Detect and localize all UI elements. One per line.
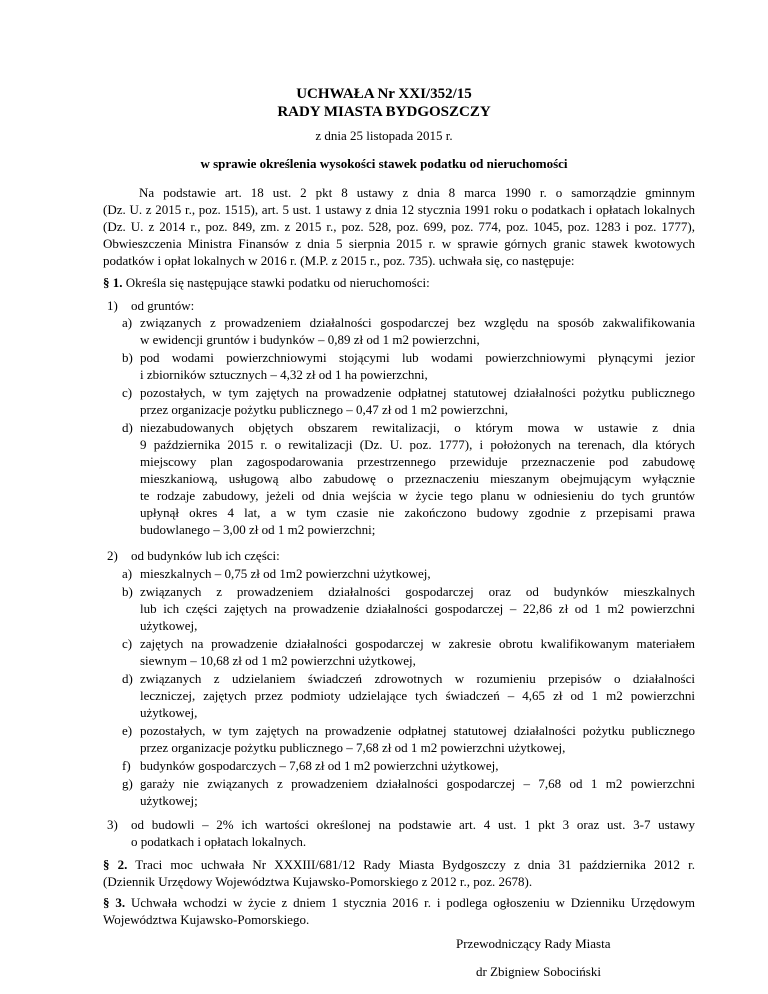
point-2	[107, 547, 699, 564]
point-2-item-c	[122, 635, 695, 669]
point-1	[107, 297, 699, 314]
item-line: użytkowej,	[140, 705, 198, 720]
item-line: mieszkaniową, usługową albo zabudowę o przeznaczeniu mieszanym obejmującym wyłącznie	[140, 471, 695, 486]
item-line: przez organizacje pożytku publicznego – 0,47 zł od 1 m2 powierzchni,	[140, 402, 508, 417]
item-line: siewnym – 10,68 zł od 1 m2 powierzchni użytkowej,	[140, 653, 416, 668]
section-1-mark: § 1.	[103, 275, 123, 290]
item-line: użytkowej;	[140, 793, 198, 808]
item-line: związanych z prowadzeniem działalności gospodarczej oraz od budynków mieszkalnych	[140, 584, 695, 599]
point-2-item-d	[122, 670, 695, 721]
council-name: RADY MIASTA BYDGOSZCZY	[277, 104, 491, 120]
item-letter: f)	[122, 758, 131, 773]
signature-name: dr Zbigniew Sobociński	[476, 964, 601, 979]
item-letter: e)	[122, 723, 133, 738]
item-line: zajętych na prowadzenie działalności gospodarczej w zakresie obrotu kwalifikowanym materiałem	[140, 636, 695, 651]
item-line: w ewidencji gruntów i budynków – 0,89 zł od 1 m2 powierzchni,	[140, 332, 480, 347]
preamble-line: Obwieszczenia Ministra Finansów z dnia 5 sierpnia 2015 r. w sprawie górnych granic stawek kwotowych	[103, 236, 695, 251]
item-letter: g)	[122, 776, 133, 791]
point-1-item-a	[122, 314, 695, 348]
point-2-item-g	[122, 775, 695, 809]
resolution-date: z dnia 25 listopada 2015 r.	[315, 128, 453, 143]
item-line: upłynął okres 4 lat, a w tym czasie nie zakończono budowy zgodnie z przepisami prawa	[140, 505, 695, 520]
item-letter: b)	[122, 350, 133, 365]
signature-role: Przewodniczący Rady Miasta	[456, 936, 611, 951]
resolution-number: UCHWAŁA Nr XXI/352/15	[296, 86, 472, 102]
item-line: lub ich części zajętych na prowadzenie działalności gospodarczej – 22,86 zł od 1 m2 powierzchni	[140, 601, 695, 616]
item-line: mieszkalnych – 0,75 zł od 1m2 powierzchni użytkowej,	[140, 566, 431, 581]
section-2	[103, 856, 695, 890]
item-line: te rodzaje zabudowy, jeżeli od dnia wejścia w życie tego planu w odniesieniu do tych gruntów	[140, 488, 695, 503]
point-3-number: 3)	[107, 817, 118, 832]
item-line: przez organizacje pożytku publicznego – 7,68 zł od 1 m2 powierzchni użytkowej,	[140, 740, 566, 755]
item-letter: d)	[122, 420, 133, 435]
item-line: związanych z prowadzeniem działalności gospodarczej bez względu na sposób zakwalifikowania	[140, 315, 695, 330]
item-line: budowlanego – 3,00 zł od 1 m2 powierzchni;	[140, 522, 376, 537]
item-line: związanych z udzielaniem świadczeń zdrowotnych w rozumieniu przepisów o działalności	[140, 671, 695, 686]
point-1-item-c	[122, 384, 695, 418]
point-2-item-f	[122, 757, 695, 774]
point-2-item-b	[122, 583, 695, 634]
point-2-item-a	[122, 565, 695, 582]
point-1-label: od gruntów:	[131, 298, 195, 313]
preamble-line: (Dz. U. z 2015 r., poz. 1515), art. 5 ust. 1 ustawy z dnia 12 stycznia 1991 roku o podatkach i opłatach lokalnych	[103, 202, 695, 217]
point-2-label: od budynków lub ich części:	[131, 548, 280, 563]
item-line: niezabudowanych objętych obszarem rewitalizacji, o którym mowa w ustawie z dnia	[140, 420, 695, 435]
item-line: o podatkach i opłatach lokalnych.	[131, 834, 307, 849]
preamble-line: podatków i opłat lokalnych w 2016 r. (M.P. z 2015 r., poz. 735). uchwała się, co następuje:	[103, 253, 575, 268]
item-line: leczniczej, zajętych przez podmioty udzielające tych świadczeń – 4,65 zł od 1 m2 powierzchni	[140, 688, 695, 703]
item-line: użytkowej,	[140, 618, 198, 633]
preamble	[103, 184, 695, 269]
section-3-text: Uchwała wchodzi w życie z dniem 1 stycznia 2016 r. i podlega ogłoszeniu w Dzienniku Urzędowym	[130, 895, 695, 910]
item-line: pod wodami powierzchniowymi stojącymi lub wodami powierzchniowymi płynącymi jezior	[140, 350, 695, 365]
preamble-line: (Dz. U. z 2014 r., poz. 849, zm. z 2015 r., poz. 528, poz. 699, poz. 774, poz. 1045, poz. 1283 i poz. 1777),	[103, 219, 695, 234]
item-line: 9 października 2015 r. o rewitalizacji (Dz. U. poz. 1777), i położonych na terenach, dla których	[140, 437, 695, 452]
point-2-number: 2)	[107, 548, 118, 563]
point-2-item-e	[122, 722, 695, 756]
item-letter: c)	[122, 636, 133, 651]
item-letter: a)	[122, 315, 133, 330]
item-line: i zbiorników sztucznych – 4,32 zł od 1 ha powierzchni,	[140, 367, 428, 382]
item-letter: d)	[122, 671, 133, 686]
point-1-number: 1)	[107, 298, 118, 313]
point-1-item-b	[122, 349, 695, 383]
item-letter: c)	[122, 385, 133, 400]
item-line: garaży nie związanych z prowadzeniem działalności gospodarczej – 7,68 od 1 m2 powierzchni	[140, 776, 695, 791]
item-letter: b)	[122, 584, 133, 599]
section-1-text: Określa się następujące stawki podatku od nieruchomości:	[125, 275, 430, 290]
point-1-item-d	[122, 419, 695, 538]
section-3-mark: § 3.	[103, 895, 126, 910]
section-2-text-cont: (Dziennik Urzędowy Województwa Kujawsko-Pomorskiego z 2012 r., poz. 2678).	[103, 874, 533, 889]
item-line: pozostałych, w tym zajętych na prowadzenie odpłatnej statutowej działalności pożytku publicznego	[140, 385, 695, 400]
section-3-text-cont: Województwa Kujawsko-Pomorskiego.	[103, 912, 310, 927]
section-2-mark: § 2.	[103, 857, 128, 872]
resolution-subject: w sprawie określenia wysokości stawek podatku od nieruchomości	[200, 156, 568, 171]
section-3	[103, 894, 695, 928]
item-line: pozostałych, w tym zajętych na prowadzenie odpłatnej statutowej działalności pożytku publicznego	[140, 723, 695, 738]
item-letter: a)	[122, 566, 133, 581]
section-2-text: Traci moc uchwała Nr XXXIII/681/12 Rady Miasta Bydgoszczy z dnia 31 października 2012 r.	[135, 857, 696, 872]
preamble-line: Na podstawie art. 18 ust. 2 pkt 8 ustawy z dnia 8 marca 1990 r. o samorządzie gminnym	[139, 185, 695, 200]
item-line: od budowli – 2% ich wartości określonej na podstawie art. 4 ust. 1 pkt 3 oraz ust. 3-7 ustawy	[131, 817, 695, 832]
section-1	[103, 274, 695, 291]
item-line: miejscowy plan zagospodarowania przestrzennego przewiduje przeznaczenie pod zabudowę	[140, 454, 695, 469]
item-line: budynków gospodarczych – 7,68 zł od 1 m2 powierzchni użytkowej,	[140, 758, 499, 773]
